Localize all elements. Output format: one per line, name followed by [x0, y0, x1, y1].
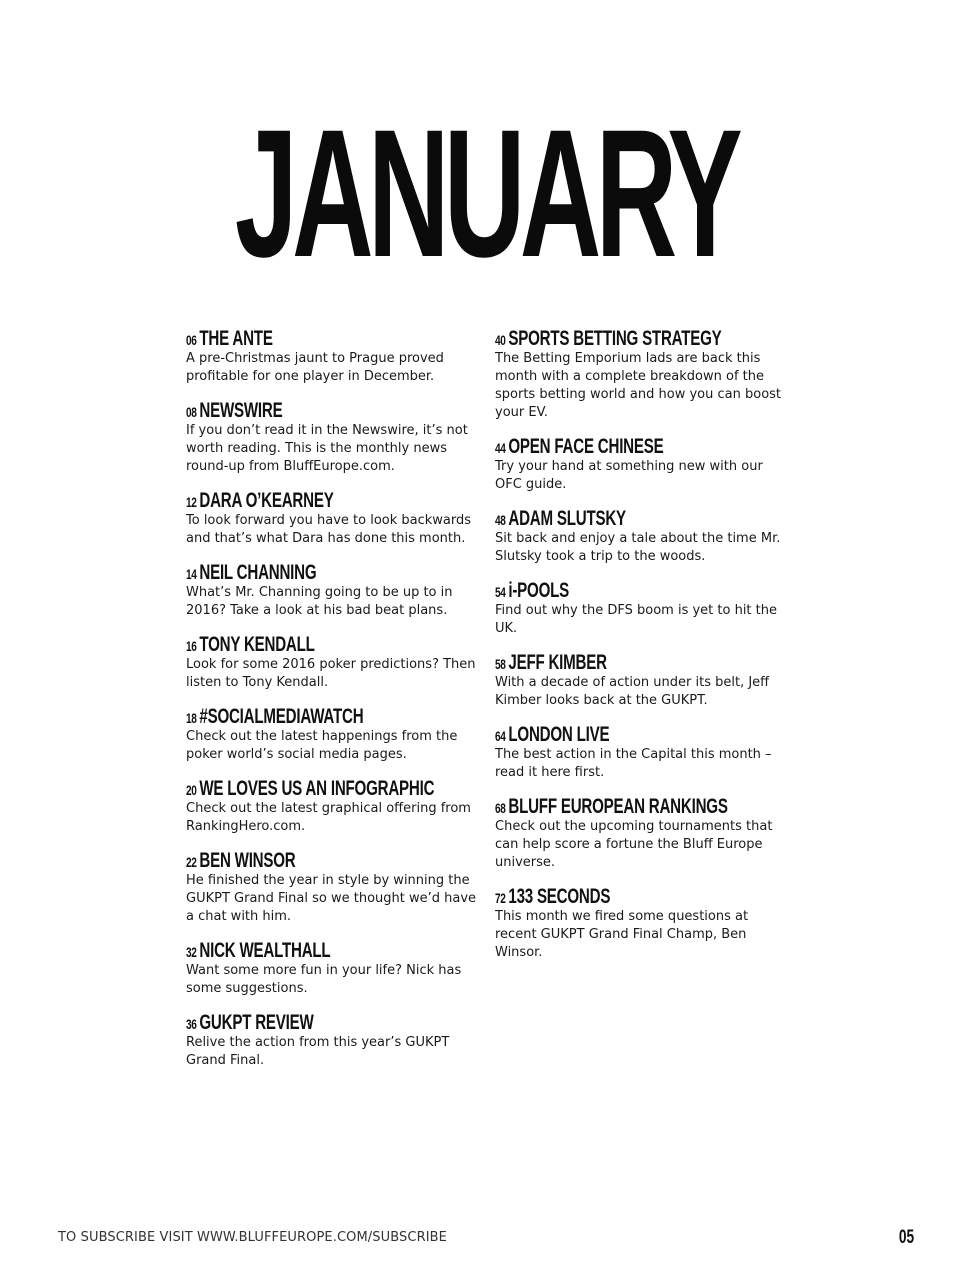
entry-title: BLUFF EUROPEAN RANKINGS — [508, 795, 728, 818]
page-ref: 68 — [495, 800, 506, 816]
entry-title: i-POOLS — [508, 579, 570, 602]
entry-heading — [186, 328, 478, 350]
entry-title: NEWSWIRE — [199, 399, 283, 422]
contents-entry — [495, 508, 785, 566]
entry-description: What’s Mr. Channing going to be up to in 2016? Take a look at his bad beat plans. — [186, 585, 453, 618]
entry-description: Try your hand at something new with our OFC guide. — [495, 459, 763, 492]
page-ref: 22 — [186, 854, 197, 870]
page-ref: 20 — [186, 782, 197, 798]
contents-entry — [495, 328, 785, 422]
contents-entry — [495, 886, 785, 962]
entry-title: GUKPT REVIEW — [199, 1011, 314, 1034]
entry-title: #SOCIALMEDIAWATCH — [199, 705, 364, 728]
page-title: JANUARY — [234, 91, 738, 295]
contents-entry — [186, 400, 478, 476]
entry-title: TONY KENDALL — [199, 633, 315, 656]
entry-description: If you don’t read it in the Newswire, it’s not worth reading. This is the monthly news round-up from BluffEurope.com. — [186, 423, 468, 474]
entry-heading — [495, 436, 785, 458]
entry-description: The Betting Emporium lads are back this month with a complete breakdown of the sports betting world and how you can boost your EV. — [495, 351, 782, 420]
entry-title: DARA O’KEARNEY — [199, 489, 334, 512]
contents-entry — [495, 652, 785, 710]
entry-description: Relive the action from this year’s GUKPT Grand Final. — [186, 1035, 450, 1068]
contents-entry — [186, 706, 478, 764]
page-ref: 06 — [186, 332, 197, 348]
entry-heading — [186, 562, 478, 584]
entry-heading — [495, 886, 785, 908]
entry-title: WE LOVES US AN INFOGRAPHIC — [199, 777, 435, 800]
entry-heading — [495, 652, 785, 674]
contents-left-column — [186, 328, 478, 1084]
entry-title: NEIL CHANNING — [199, 561, 317, 584]
page-ref: 40 — [495, 332, 506, 348]
entry-heading — [495, 328, 785, 350]
entry-title: OPEN FACE CHINESE — [508, 435, 664, 458]
page-ref: 64 — [495, 728, 506, 744]
contents-entry — [186, 328, 478, 386]
entry-title: SPORTS BETTING STRATEGY — [508, 327, 722, 350]
entry-description: This month we fired some questions at recent GUKPT Grand Final Champ, Ben Winsor. — [495, 909, 749, 960]
entry-title: ADAM SLUTSKY — [508, 507, 626, 530]
page-ref: 18 — [186, 710, 197, 726]
entry-heading — [495, 508, 785, 530]
entry-description: He finished the year in style by winning the GUKPT Grand Final so we thought we’d have a chat with him. — [186, 873, 477, 924]
entry-heading — [186, 850, 478, 872]
contents-entry — [186, 562, 478, 620]
contents-entry — [495, 436, 785, 494]
entry-description: A pre-Christmas jaunt to Prague proved profitable for one player in December. — [186, 351, 444, 384]
entry-title: THE ANTE — [199, 327, 273, 350]
entry-description: The best action in the Capital this month – read it here first. — [495, 747, 772, 780]
page-ref: 54 — [495, 584, 506, 600]
entry-heading — [495, 796, 785, 818]
entry-description: Check out the latest happenings from the poker world’s social media pages. — [186, 729, 458, 762]
page-ref: 44 — [495, 440, 506, 456]
entry-description: Look for some 2016 poker predictions? Then listen to Tony Kendall. — [186, 657, 476, 690]
entry-title: JEFF KIMBER — [508, 651, 607, 674]
contents-entry — [186, 634, 478, 692]
page-ref: 16 — [186, 638, 197, 654]
entry-heading — [186, 1012, 478, 1034]
contents-entry — [495, 796, 785, 872]
page-ref: 12 — [186, 494, 197, 510]
page-ref: 48 — [495, 512, 506, 528]
entry-description: Want some more fun in your life? Nick has some suggestions. — [186, 963, 462, 996]
entry-description: Sit back and enjoy a tale about the time Mr. Slutsky took a trip to the woods. — [495, 531, 781, 564]
entry-description: Check out the latest graphical offering from RankingHero.com. — [186, 801, 471, 834]
entry-title: NICK WEALTHALL — [199, 939, 331, 962]
entry-heading — [186, 706, 478, 728]
contents-entry — [186, 940, 478, 998]
entry-description: Find out why the DFS boom is yet to hit the UK. — [495, 603, 777, 636]
entry-title: LONDON LIVE — [508, 723, 610, 746]
entry-description: Check out the upcoming tournaments that can help score a fortune the Bluff Europe universe. — [495, 819, 773, 870]
entry-title: BEN WINSOR — [199, 849, 296, 872]
entry-description: To look forward you have to look backwards and that’s what Dara has done this month. — [186, 513, 472, 546]
entry-description: With a decade of action under its belt, Jeff Kimber looks back at the GUKPT. — [495, 675, 770, 708]
page-ref: 58 — [495, 656, 506, 672]
entry-heading — [186, 940, 478, 962]
entry-title: 133 SECONDS — [508, 885, 611, 908]
subscribe-footer: TO SUBSCRIBE VISIT WWW.BLUFFEUROPE.COM/SUBSCRIBE — [58, 1230, 447, 1245]
entry-heading — [186, 400, 478, 422]
entry-heading — [495, 724, 785, 746]
contents-entry — [495, 580, 785, 638]
page-ref: 08 — [186, 404, 197, 420]
contents-entry — [495, 724, 785, 782]
contents-entry — [186, 1012, 478, 1070]
entry-heading — [186, 490, 478, 512]
contents-entry — [186, 490, 478, 548]
page-ref: 14 — [186, 566, 197, 582]
contents-right-column — [495, 328, 785, 976]
entry-heading — [186, 778, 478, 800]
contents-entry — [186, 850, 478, 926]
page-ref: 32 — [186, 944, 197, 960]
page-ref: 72 — [495, 890, 506, 906]
contents-entry — [186, 778, 478, 836]
entry-heading — [186, 634, 478, 656]
page-ref: 36 — [186, 1016, 197, 1032]
page-number: 05 — [898, 1227, 914, 1248]
entry-heading — [495, 580, 785, 602]
